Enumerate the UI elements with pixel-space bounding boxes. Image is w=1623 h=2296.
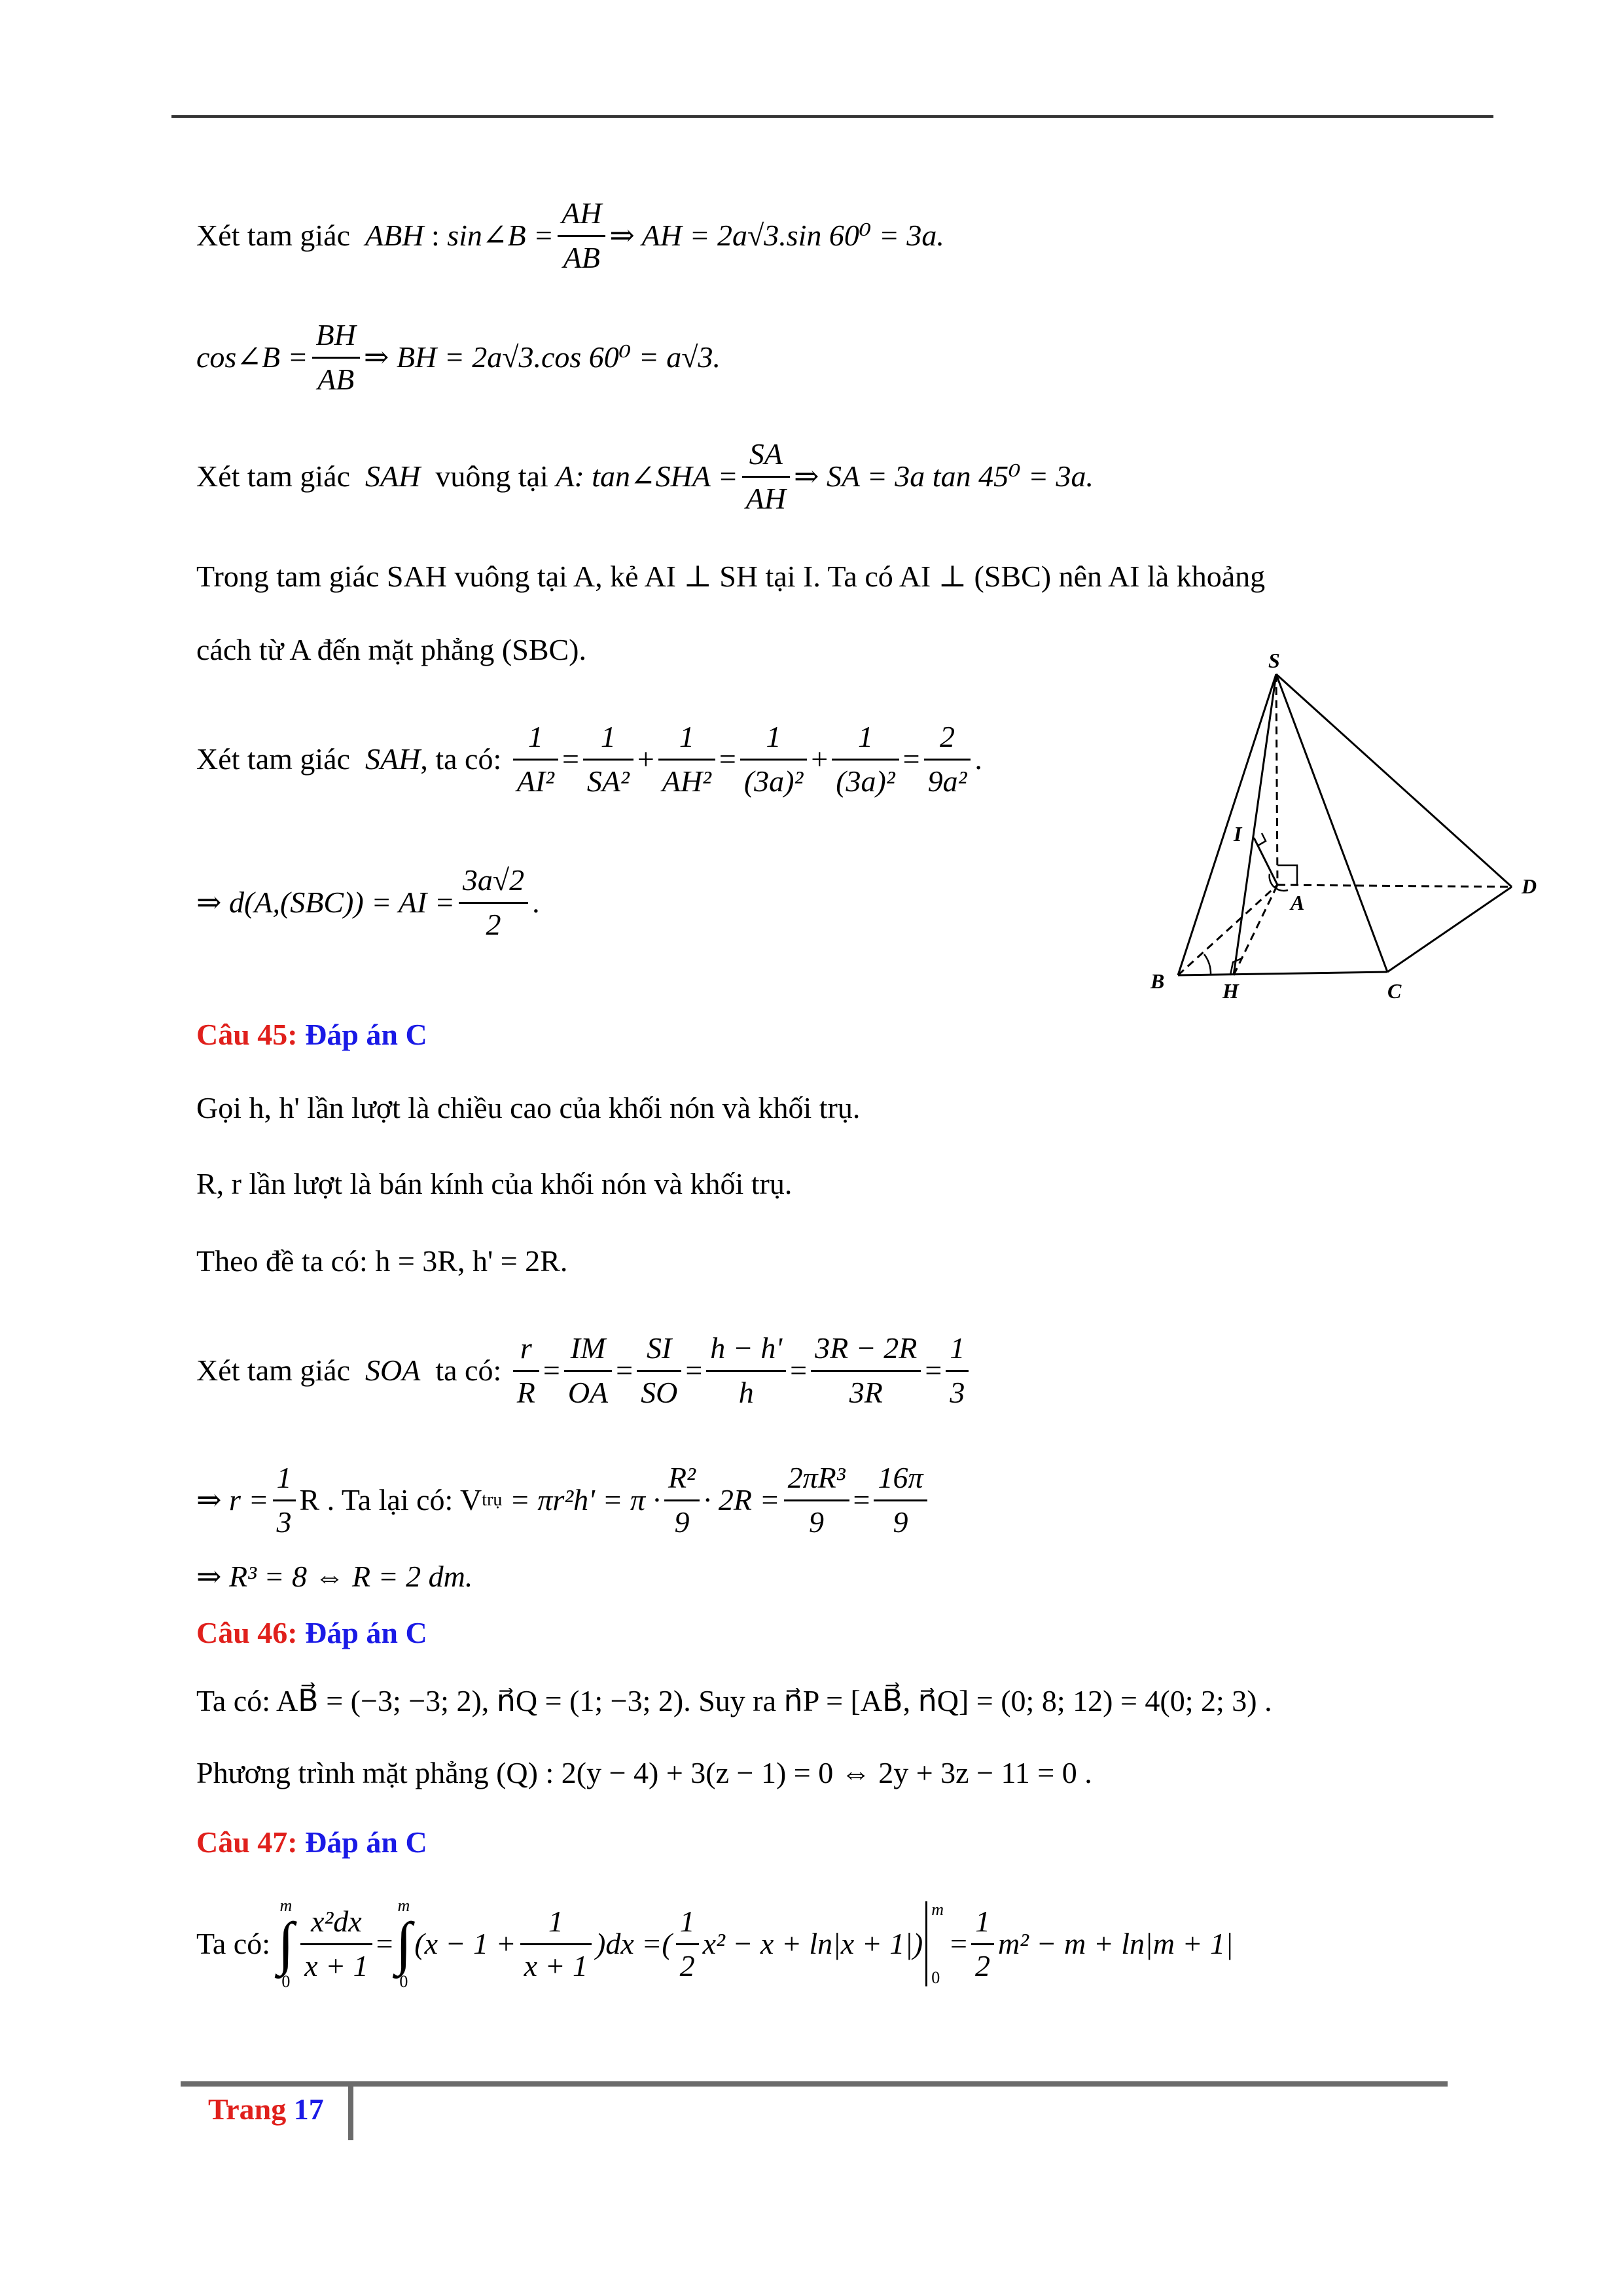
text: Xét tam giác	[196, 459, 351, 493]
denominator: 3	[276, 1505, 292, 1539]
numerator: 1	[583, 720, 633, 761]
fraction-1	[300, 1905, 372, 1984]
upper-bound: m	[279, 1896, 293, 1915]
header-rule	[171, 115, 1493, 118]
triangle-name: ABH	[365, 219, 424, 252]
formula-pre: cos∠B =	[196, 340, 308, 374]
q47-title	[196, 1827, 427, 1857]
volume-subscript: trụ	[482, 1490, 503, 1510]
numerator: AH	[558, 196, 605, 237]
denominator: (3a)²	[836, 764, 895, 798]
edge-BC	[1178, 972, 1387, 975]
footer-rule	[181, 2081, 1448, 2087]
denominator: 9a²	[927, 764, 967, 798]
text-mid: R . Ta lại có: V	[299, 1483, 482, 1516]
denominator: 3	[950, 1375, 965, 1409]
text-mid: ta có:	[435, 1354, 502, 1387]
numerator: 2	[924, 720, 971, 761]
integral-2	[396, 1897, 412, 1990]
text: Ta có:	[196, 1927, 271, 1960]
point-name: A	[556, 459, 575, 493]
label-C: C	[1387, 979, 1402, 1003]
label-S: S	[1268, 649, 1280, 672]
footer-divider	[348, 2084, 353, 2140]
triangle-name: SAH	[365, 742, 421, 776]
text-mid: vuông tại	[435, 459, 548, 493]
segment-AI	[1254, 838, 1277, 885]
numerator: R²	[664, 1461, 700, 1501]
text: Xét tam giác	[196, 219, 351, 252]
integrand-post: )dx =	[596, 1927, 662, 1960]
numerator: 2πR³	[784, 1461, 849, 1501]
numerator: 3a√2	[459, 863, 528, 904]
denominator: SO	[641, 1375, 678, 1409]
numerator: 1	[971, 1905, 994, 1945]
edge-AD-hidden	[1277, 885, 1512, 887]
integral-sign: ∫	[277, 1911, 294, 1976]
denominator: 2	[679, 1948, 695, 1982]
numerator: 1	[740, 720, 807, 761]
denominator: 9	[674, 1505, 690, 1539]
text: Xét tam giác	[196, 1354, 351, 1387]
numerator: r	[513, 1331, 539, 1372]
question-number: Câu 45:	[196, 1018, 298, 1051]
q45-line-3: Theo đề ta có: h = 3R, h' = 2R.	[196, 1244, 568, 1278]
answer-label: Đáp án C	[305, 1018, 427, 1051]
question-number: Câu 46:	[196, 1616, 298, 1649]
page-number: 17	[293, 2092, 324, 2126]
upper-bound: m	[931, 1900, 944, 1919]
denominator: AI²	[516, 764, 554, 798]
fraction-3	[637, 1331, 681, 1410]
fraction-2	[664, 1461, 700, 1540]
triangle-name: SOA	[365, 1354, 421, 1387]
denominator: OA	[567, 1375, 609, 1409]
fraction-2	[583, 720, 633, 799]
label-D: D	[1522, 874, 1537, 898]
lower-bound: 0	[399, 1972, 408, 1991]
numerator: 1	[273, 1461, 296, 1501]
fraction-3	[676, 1905, 699, 1984]
numerator: BH	[312, 318, 360, 359]
text-mid-2: = πr²h' = π ·	[509, 1483, 661, 1516]
text-mid-3: · 2R =	[703, 1483, 780, 1516]
q44-line-5: cách từ A đến mặt phẳng (SBC).	[196, 633, 587, 666]
denominator: 9	[893, 1505, 908, 1539]
denominator: R	[516, 1375, 535, 1409]
fraction-6	[924, 720, 971, 799]
fraction-3	[658, 720, 715, 799]
numerator: 1	[513, 720, 558, 761]
fraction-2	[520, 1905, 592, 1984]
angle-arc-B	[1204, 954, 1211, 975]
q44-line-3	[196, 437, 1094, 516]
numerator: 1	[658, 720, 715, 761]
fraction	[558, 196, 605, 276]
fraction-6	[946, 1331, 969, 1410]
q45-line-2: R, r lần lượt là bán kính của khối nón và khối trụ.	[196, 1167, 793, 1200]
fraction-4	[971, 1905, 994, 1984]
q45-line-4: Xét tam giác SOA ta có: $\frac{r}{R}$ = $\frac{IM}{OA}$ = $\frac{SI}{SO}$ = $\frac{h - h'}{h}$ = $\frac{3R - 2R}{3R}$ = $\frac{1}{3}$	[196, 1325, 972, 1416]
lower-bound: 0	[931, 1968, 940, 1987]
label-H: H	[1222, 979, 1239, 1003]
q45-line-1: Gọi h, h' lần lượt là chiều cao của khối nón và khối trụ.	[196, 1091, 861, 1124]
denominator: 3R	[849, 1375, 883, 1409]
fraction-5	[811, 1331, 921, 1410]
integral-1	[278, 1897, 294, 1990]
lower-bound: 0	[281, 1972, 291, 1991]
q44-line-6: Xét tam giác SAH , ta có: $\frac{1}{\text{AI²}}$ = $\frac{1}{\text{SA²}}$ + $\frac{1}{\text{AH²}}$ = $\frac{1}{\text{(3a)²}}$ + $\frac{1}{\text{(3a)²}}$ = $\frac{2}{\text{9a²}}$ .	[196, 719, 982, 798]
numerator: 3R − 2R	[811, 1331, 921, 1372]
q46-line-2: Phương trình mặt phẳng (Q) : 2(y − 4) + 3(z − 1) = 0 ⇔ 2y + 3z − 11 = 0 .	[196, 1756, 1092, 1789]
formula-post: ⇒ BH = 2a√3.cos 60⁰ = a√3.	[363, 340, 721, 374]
right-angle-I	[1258, 833, 1266, 846]
edge-SA-hidden	[1276, 674, 1277, 885]
numerator: x²dx	[300, 1905, 372, 1945]
formula-pre: ⇒ r =	[196, 1483, 269, 1516]
numerator: 16π	[874, 1461, 927, 1501]
q44-line-4: Trong tam giác SAH vuông tại A, kẻ AI ⊥ SH tại I. Ta có AI ⊥ (SBC) nên AI là khoảng	[196, 560, 1266, 593]
q47-line-1: Ta có: m ∫ 0 $\frac{\text{x²dx}}{x + 1}$ = m ∫ 0 (x − 1 + $\frac{1}{x + 1}$ )dx = ( $\frac{1}{2}$ x² − x + ln|x + 1|) m 0 = $\frac{1}{2}$ m² − m + ln|m + 1|	[196, 1896, 1234, 1991]
numerator: 1	[832, 720, 899, 761]
formula-post: ⇒ SA = 3a tan 45⁰ = 3a.	[793, 459, 1094, 493]
q44-line-1	[196, 196, 944, 275]
fraction-2	[564, 1331, 612, 1410]
denominator: AH	[745, 481, 786, 515]
numerator: SA	[742, 437, 790, 478]
fraction-4	[706, 1331, 786, 1410]
fraction	[312, 318, 360, 397]
fraction-4	[874, 1461, 927, 1540]
antiderivative: x² − x + ln|x + 1|)	[702, 1927, 923, 1960]
denominator: x + 1	[304, 1948, 368, 1982]
q45-line-6: ⇒ R³ = 8 ⇔ R = 2 dm.	[196, 1560, 473, 1593]
denominator: 2	[486, 907, 501, 941]
label-I: I	[1234, 822, 1242, 846]
fraction	[742, 437, 790, 516]
numerator: IM	[564, 1331, 612, 1372]
denominator: x + 1	[524, 1948, 588, 1982]
text: Xét tam giác	[196, 742, 351, 776]
fraction	[459, 863, 528, 942]
triangle-name: SAH	[365, 459, 421, 493]
answer-label: Đáp án C	[305, 1825, 427, 1859]
denominator: 9	[809, 1505, 825, 1539]
integrand-pre: (x − 1 +	[414, 1927, 516, 1960]
evaluation-bar	[925, 1901, 944, 1986]
page-word: Trang	[208, 2092, 287, 2126]
fraction-1	[513, 720, 558, 799]
edge-CD	[1387, 887, 1512, 972]
q44-line-2	[196, 318, 721, 397]
label-A: A	[1291, 891, 1305, 914]
numerator: h − h'	[706, 1331, 786, 1372]
numerator: 1	[520, 1905, 592, 1945]
denominator: (3a)²	[743, 764, 804, 798]
fraction-4	[740, 720, 807, 799]
numerator: SI	[637, 1331, 681, 1372]
q45-line-5: ⇒ r = $\frac{1}{3}$ R . Ta lại có: V trụ = πr²h' = π · $\frac{\text{R²}}{9}$ · 2R = $\frac{\text{2πR³}}{9}$ = $\frac{16\pi}{9}$	[196, 1454, 931, 1546]
fraction-1	[273, 1461, 296, 1540]
edge-SD	[1276, 674, 1512, 887]
formula-pre: sin∠B =	[447, 219, 554, 252]
denominator: AH²	[662, 764, 711, 798]
edge-SC	[1276, 674, 1387, 972]
denominator: AB	[317, 362, 355, 396]
q45-title	[196, 1020, 427, 1050]
denominator: SA²	[586, 764, 630, 798]
pyramid-figure	[1126, 641, 1544, 1008]
label-B: B	[1150, 969, 1165, 993]
fraction-5	[832, 720, 899, 799]
fraction-1	[513, 1331, 539, 1410]
period: .	[532, 886, 540, 919]
denominator: h	[738, 1375, 754, 1409]
upper-bound: m	[397, 1896, 410, 1915]
q46-line-1: Ta có: AB⃗ = (−3; −3; 2), n⃗Q = (1; −3; 2). Suy ra n⃗P = [AB⃗, n⃗Q] = (0; 8; 12) = 4(0; 2; 3) .	[196, 1684, 1272, 1717]
right-angle-A	[1277, 865, 1297, 885]
denominator: 2	[974, 1948, 990, 1982]
formula-pre: : tan∠SHA =	[574, 459, 738, 493]
numerator: 1	[946, 1331, 969, 1372]
integral-sign: ∫	[395, 1911, 412, 1976]
result: m² − m + ln|m + 1|	[997, 1927, 1234, 1960]
answer-label: Đáp án C	[305, 1616, 427, 1649]
footer-page-label	[208, 2094, 324, 2125]
colon: :	[431, 219, 440, 252]
formula-post: ⇒ AH = 2a√3.sin 60⁰ = 3a.	[609, 219, 944, 252]
denominator: AB	[563, 240, 600, 274]
q46-title	[196, 1618, 427, 1648]
question-number: Câu 47:	[196, 1825, 298, 1859]
text-mid: , ta có:	[420, 742, 502, 776]
numerator: 1	[676, 1905, 699, 1945]
antiderivative-open: (	[662, 1927, 672, 1960]
fraction-3	[784, 1461, 849, 1540]
q44-line-7	[196, 860, 540, 945]
formula-pre: ⇒ d(A,(SBC)) = AI =	[196, 886, 455, 919]
